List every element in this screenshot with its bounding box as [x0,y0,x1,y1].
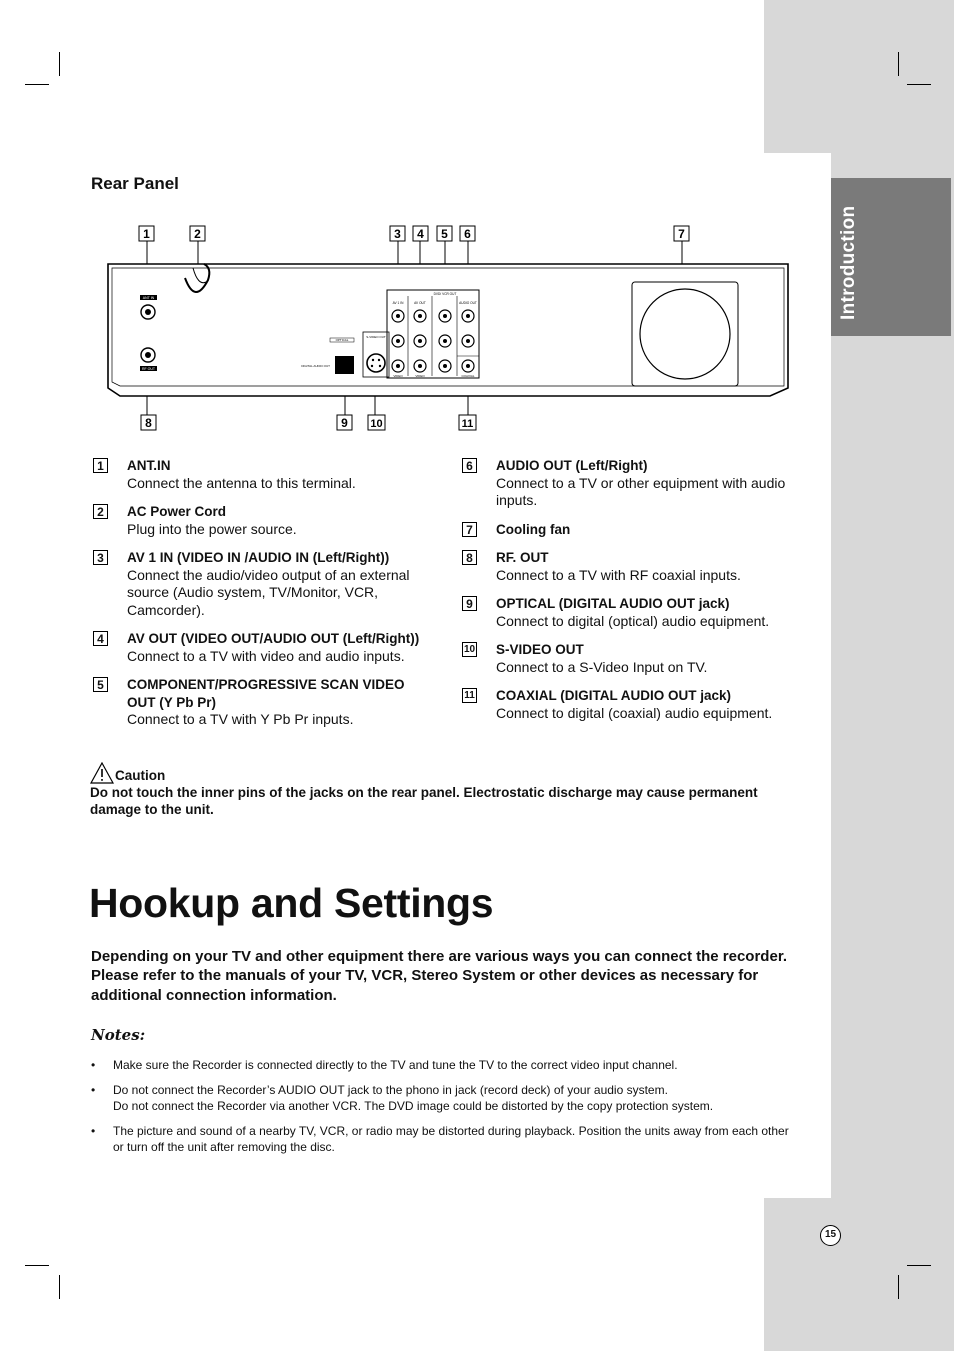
page-number: 15 [820,1225,841,1246]
callout-7 [674,226,689,241]
optical-tag: OPTICAL [335,338,349,342]
legend-title: AV OUT (VIDEO OUT/AUDIO OUT (Left/Right)) [127,631,420,646]
svg-text:7: 7 [678,227,685,241]
caution-text: Do not touch the inner pins of the jacks on the rear panel. Electrostatic discharge may cause permanent damage to the unit. [90,785,758,817]
legend-desc: Connect to a TV with video and audio inputs. [127,647,405,664]
note-text: The picture and sound of a nearby TV, VCR, or radio may be distorted during playback. Position the units away from each other or turn off the unit after removing the disc. [113,1124,789,1154]
callout-1 [139,226,154,241]
legend-number: 5 [93,677,108,692]
legend-desc: Connect the audio/video output of an external source (Audio system, TV/Monitor, VCR, Camcorder). [127,566,410,618]
margin-band-top [764,0,954,153]
legend-number: 6 [462,458,477,473]
legend-left [93,457,433,740]
svg-text:1: 1 [143,227,150,241]
section-tab-label: Introduction [838,205,859,320]
notes-label: Notes: [91,1026,146,1044]
page-heading: Hookup and Settings [89,880,494,926]
callout-2 [190,226,205,241]
av-in-tag: AV 1 IN [392,301,404,305]
callout-5 [437,226,452,241]
crop-mark [907,1265,931,1266]
s-video-tag: S-VIDEO OUT [366,335,386,339]
bullet: • [91,1058,96,1072]
svg-text:5: 5 [441,227,448,241]
rear-panel-diagram [100,220,800,440]
legend-title: AUDIO OUT (Left/Right) [496,458,648,473]
legend-item [93,503,433,538]
warning-icon [90,762,114,784]
audio-out-tag: AUDIO OUT [459,301,477,305]
bullet: • [91,1124,96,1138]
legend-number: 4 [93,631,108,646]
legend-item [462,641,802,676]
note-item [91,1057,791,1073]
legend-desc: Plug into the power source. [127,520,297,537]
legend-title: Cooling fan [496,521,571,537]
legend-title: OPTICAL (DIGITAL AUDIO OUT jack) [496,596,730,611]
legend-desc: Connect to digital (optical) audio equipment. [496,612,770,629]
legend-number: 9 [462,596,477,611]
legend-item [462,687,802,722]
svg-text:9: 9 [341,416,348,430]
callout-9 [337,415,352,430]
legend-desc: Connect the antenna to this terminal. [127,474,356,491]
legend-number: 3 [93,550,108,565]
crop-mark [59,1275,60,1299]
legend-title: AC Power Cord [127,504,227,519]
legend-title: AV 1 IN (VIDEO IN /AUDIO IN (Left/Right)) [127,550,390,565]
caution-label: Caution [115,768,166,783]
note-item [91,1123,791,1155]
legend-number: 7 [462,522,477,537]
svg-text:10: 10 [370,418,383,430]
notes-list [91,1057,791,1164]
svg-text:6: 6 [464,227,471,241]
legend-item [462,549,802,584]
legend-number: 1 [93,458,108,473]
legend-title: ANT.IN [127,458,171,473]
digital-audio-out-tag: DIGITAL AUDIO OUT [301,364,330,368]
note-text: Make sure the Recorder is connected directly to the TV and tune the TV to the correct video input channel. [113,1058,678,1072]
legend-desc: Connect to a TV with RF coaxial inputs. [496,566,741,583]
crop-mark [907,84,931,85]
rf-out-tag: RF OUT [141,367,156,371]
margin-band-bottom [764,1198,954,1351]
legend-item [462,521,802,539]
legend-number: 11 [462,688,477,703]
legend-item [93,676,433,729]
bullet: • [91,1083,96,1097]
legend-desc: Connect to a TV or other equipment with audio inputs. [496,474,786,508]
svg-text:8: 8 [145,416,152,430]
legend-item [93,549,433,619]
section-title: Rear Panel [91,174,179,193]
svg-text:3: 3 [394,227,401,241]
legend-item [93,630,433,665]
note-text: Do not connect the Recorder’s AUDIO OUT jack to the phono in jack (record deck) of your audio system. [113,1083,668,1097]
legend-number: 10 [463,644,476,655]
video-tag: VIDEO [393,374,403,378]
legend-title: RF. OUT [496,550,549,565]
legend-number: 8 [462,550,477,565]
note-text: Do not connect the Recorder via another VCR. The DVD image could be distorted by the copy protection system. [113,1099,714,1113]
crop-mark [25,1265,49,1266]
legend-title: COMPONENT/PROGRESSIVE SCAN VIDEO OUT (Y Pb Pr) [127,677,405,710]
legend-desc: Connect to a S-Video Input on TV. [496,658,708,675]
av-out-tag: AV OUT [414,301,426,305]
callout-10 [368,415,385,430]
svg-text:11: 11 [461,418,474,430]
legend-item [462,457,802,510]
crop-mark [25,84,49,85]
legend-title: COAXIAL (DIGITAL AUDIO OUT jack) [496,688,732,703]
intro-paragraph: Depending on your TV and other equipment there are various ways you can connect the recorder. Please refer to the manuals of your TV, VCR, Stereo System or other devices as necessary for additional connection information. [91,948,787,1004]
svg-text:2: 2 [194,227,201,241]
crop-mark [59,52,60,76]
legend-item [93,457,433,492]
legend-right [462,457,802,733]
legend-item [462,595,802,630]
dvd-vcr-out-tag: DVD/ VCR OUT [433,292,457,296]
crop-mark [898,1275,899,1299]
ant-in-tag: ANT IN [142,296,155,300]
legend-number: 2 [93,504,108,519]
callout-4 [413,226,428,241]
note-item [91,1082,791,1114]
callout-8 [141,415,156,430]
svg-text:4: 4 [417,227,424,241]
crop-mark [898,52,899,76]
legend-title: S-VIDEO OUT [496,642,584,657]
coaxial-tag: COAXIAL [461,374,475,378]
legend-desc: Connect to digital (coaxial) audio equipment. [496,704,773,721]
legend-desc: Connect to a TV with Y Pb Pr inputs. [127,711,354,727]
caution-block [90,762,770,818]
video-tag: VIDEO [415,374,425,378]
callout-3 [390,226,405,241]
callout-11 [459,415,476,430]
callout-6 [460,226,475,241]
